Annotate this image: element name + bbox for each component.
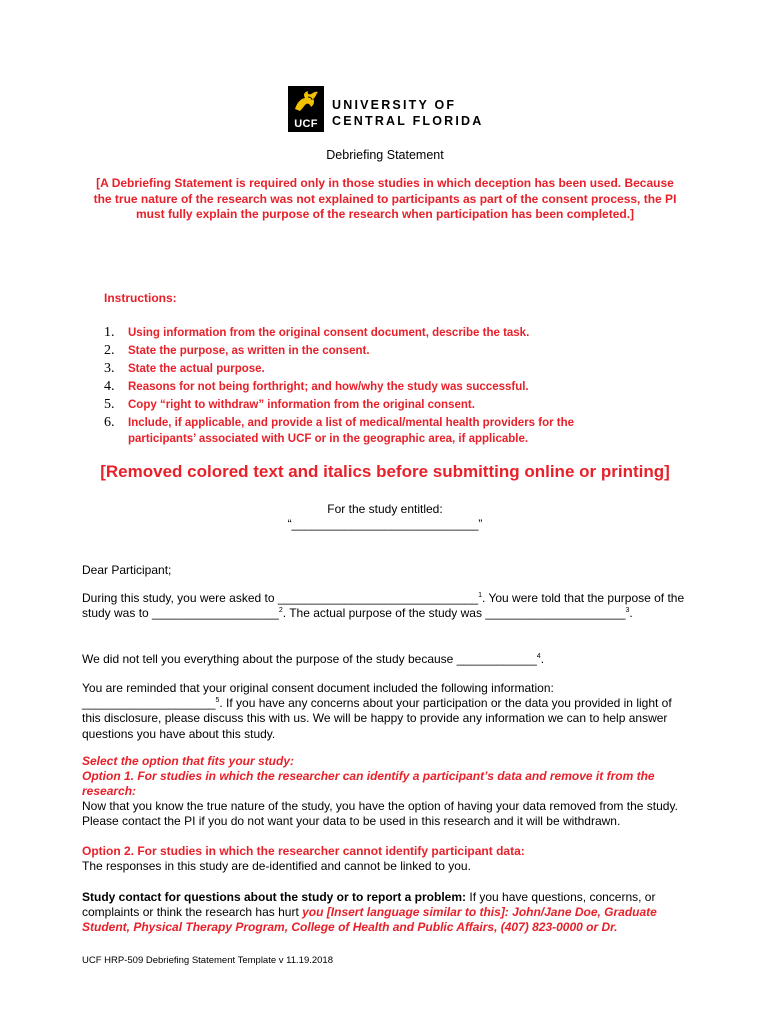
- paragraph-task: During this study, you were asked to ______________________________$^1$. You were told that the purpose of the study was to ___________________$^2$. The actual purpose of the study was _____________________$^3$.: [82, 591, 685, 621]
- option1-text: Now that you know the true nature of the study, you have the option of having your data removed from the study. Please contact the PI if you do not want your data to be used in this research and it will be withdrawn.: [82, 799, 678, 829]
- greeting: Dear Participant;: [82, 563, 172, 577]
- ucf-logo: [288, 86, 488, 134]
- list-item: 6. Include, if applicable, and provide a list of medical/mental health providers for the participants’ associated with UCF or in the geographic area, if applicable.: [104, 415, 575, 445]
- option1-heading: Option 1. For studies in which the researcher can identify a participant’s data and remove it from the research:: [82, 769, 655, 799]
- instructions-list: [104, 324, 624, 447]
- pegasus-icon: [292, 89, 320, 113]
- document-title: Debriefing Statement: [326, 148, 444, 162]
- list-item: 1. Using information from the original consent document, describe the task.: [104, 325, 530, 340]
- instructions-heading: Instructions:: [104, 291, 177, 305]
- university-name-line1: UNIVERSITY OF: [332, 98, 457, 112]
- study-entitled-label: For the study entitled:: [327, 502, 443, 516]
- deception-notice: [A Debriefing Statement is required only in those studies in which deception has been used. Because the true nature of the research was not explained to participants as part of the consent process, the PI must fully explain the purpose of the research when participation has been completed.]: [93, 176, 677, 222]
- option2-heading: Option 2. For studies in which the researcher cannot identify participant data:: [82, 844, 525, 858]
- university-name-line2: CENTRAL FLORIDA: [332, 114, 484, 128]
- ucf-logo-text: UCF: [294, 118, 318, 130]
- paragraph-reminder: You are reminded that your original consent document included the following information: ____________________$^5$. If you have any concerns about your participation or the data you provided in light of this disclosure, please discuss this with us. We will be happy to provide any information we can to help answer questions you have about this study.: [82, 681, 672, 741]
- paragraph-reason: We did not tell you everything about the purpose of the study because ____________$^4$.: [82, 652, 545, 666]
- study-title-blank: “____________________________”: [287, 517, 483, 531]
- ucf-logo-mark: [288, 86, 324, 132]
- list-item: 3. State the actual purpose.: [104, 361, 265, 376]
- footer-template-version: UCF HRP-509 Debriefing Statement Template v 11.19.2018: [82, 955, 334, 966]
- list-item: 2. State the purpose, as written in the consent.: [104, 343, 370, 358]
- option2-text: The responses in this study are de-identified and cannot be linked to you.: [82, 859, 471, 873]
- university-name: [332, 97, 484, 129]
- list-item: 4. Reasons for not being forthright; and how/why the study was successful.: [104, 379, 529, 394]
- removal-notice: [Removed colored text and italics before submitting online or printing]: [100, 462, 670, 481]
- list-item: 5. Copy “right to withdraw” information from the original consent.: [104, 397, 475, 412]
- study-contact: Study contact for questions about the study or to report a problem: If you have questions, concerns, or complaints or think the research has hurt you [Insert language similar to this]: John/Jane Doe, Graduate Student, Physical Therapy Program, College of Health and Public Affairs, (407) 823-0000 or Dr.: [82, 890, 657, 935]
- select-option-heading: Select the option that fits your study:: [82, 754, 295, 768]
